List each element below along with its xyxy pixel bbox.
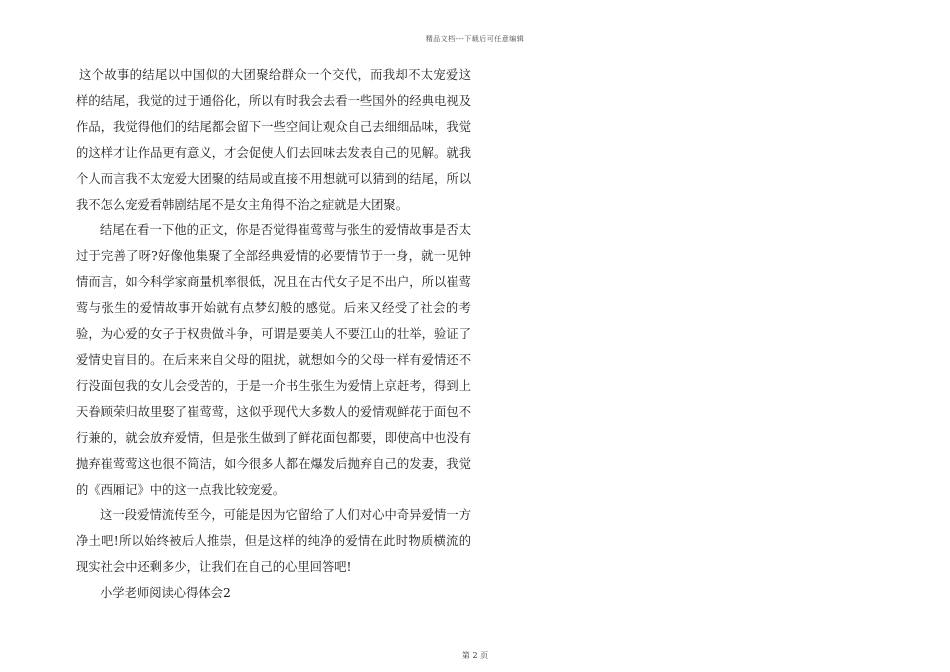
paragraph-conclusion: 这一段爱情流传至今，可能是因为它留给了人们对心中奇异爱情一方净土吧!所以始终被后人推崇，但是这样的纯净的爱情在此时物质横流的现实社会中还剩多少，让我们在自己的心里回答吧! xyxy=(76,508,471,575)
paragraph-story-ending: 这个故事的结尾以中国似的大团聚给群众一个交代，而我却不太宠爱这样的结尾，我觉的过于通俗化，所以有时我会去看一些国外的经典电视及作品，我觉得他们的结尾都会留下一些空间让观众自己去细细品味，我觉的这样才让作品更有意义，才会促使人们去回味去发表自己的见解。就我个人而言我不太宠爱大团聚的结局或直接不用想就可以猜到的结尾，所以我不怎么宠爱看韩剧结尾不是女主角得不治之症就是大团聚。 xyxy=(76,68,471,212)
page-header-note: 精品文档---下载后可任意编辑 xyxy=(425,35,525,43)
document-body xyxy=(76,63,471,607)
page-number: 第 2 页 xyxy=(461,651,489,660)
section-heading: 小学老师阅读心得体会2 xyxy=(100,586,231,601)
paragraph-main-text: 结尾在看一下他的正文，你是否觉得崔莺莺与张生的爱情故事是否太过于完善了呀?好像他集聚了全部经典爱情的必要情节于一身，就一见钟情而言，如今科学家商量机率很低，况且在古代女子足不出户，所以崔莺莺与张生的爱情故事开始就有点梦幻般的感觉。后来又经受了社会的考验，为心爱的女子于权贵做斗争，可谓是要美人不要江山的壮举，验证了爱情史盲目的。在后来来自父母的阻扰，就想如今的父母一样有爱情还不行没面包我的女儿会受苦的，于是一介书生张生为爱情上京赶考，得到上天眷顾荣归故里娶了崔莺莺，这似乎现代大多数人的爱情观鲜花于面包不行兼的，就会放弃爱情，但是张生做到了鲜花面包都要，即使高中也没有抛弃崔莺莺这也很不简洁，如今很多人都在爆发后抛弃自己的发妻，我觉的《西厢记》中的这一点我比较宠爱。 xyxy=(76,223,471,497)
